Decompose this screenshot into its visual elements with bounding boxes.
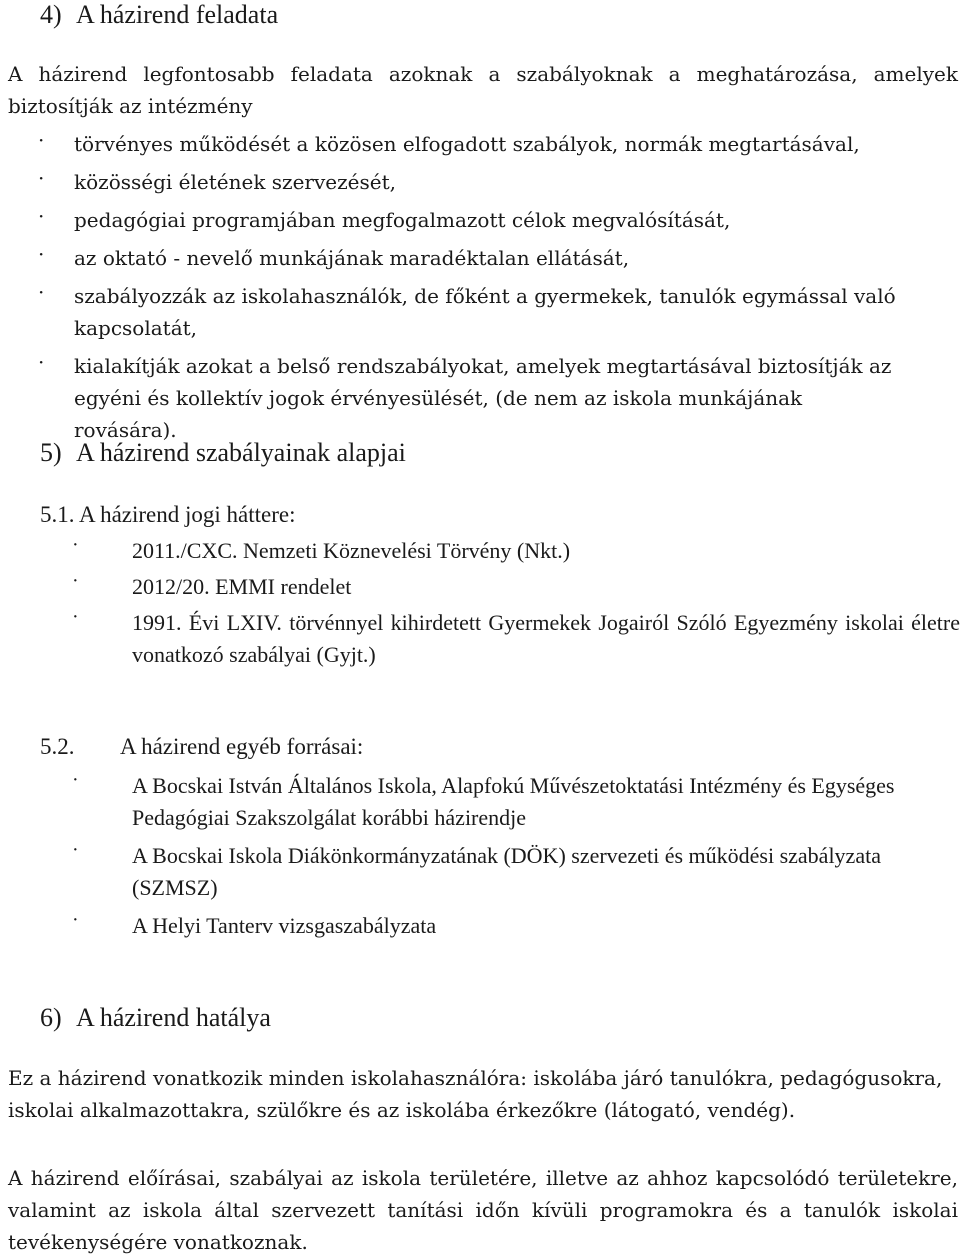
list-item-text: kialakítják azokat a belső rendszabályokat, amelyek megtartásával biztosítják az egyéni és kollektív jogok érvényesülését, (de nem az iskola munkájának rovására). xyxy=(74,354,892,442)
bullet-icon: · xyxy=(72,534,79,556)
bullet-icon: · xyxy=(38,350,45,374)
list-item-text: 1991. Évi LXIV. törvénnyel kihirdetett Gyermekek Jogairól Szóló Egyezmény iskolai életre vonatkozó szabályai (Gyjt.) xyxy=(132,610,960,667)
list-item xyxy=(8,350,908,446)
subsection-5-1-heading: 5.1. A házirend jogi háttere: xyxy=(40,502,296,527)
bullet-icon: · xyxy=(72,909,79,931)
bullet-icon: · xyxy=(38,280,45,304)
subsection-5-1-list xyxy=(40,535,960,675)
bullet-icon: · xyxy=(38,242,45,266)
section-6-paragraph-1: Ez a házirend vonatkozik minden iskolahasználóra: iskolába járó tanulókra, pedagógusokra, iskolai alkalmazottakra, szülőkre és az iskolába érkezőkre (látogató, vendég). xyxy=(8,1066,943,1122)
list-item xyxy=(40,910,960,942)
section-5-heading xyxy=(40,438,406,468)
section-4-number: 4) xyxy=(40,0,62,29)
list-item-text: A Bocskai Iskola Diákönkormányzatának (DÖK) szervezeti és működési szabályzata (SZMSZ) xyxy=(132,843,881,900)
subsection-5-2-heading xyxy=(40,732,363,762)
list-item-text: az oktató - nevelő munkájának maradéktalan ellátását, xyxy=(74,246,630,270)
subsection-5-2-title: A házirend egyéb forrásai: xyxy=(120,734,364,759)
list-item-text: A Bocskai István Általános Iskola, Alapfokú Művészetoktatási Intézmény és Egységes Pedagógiai Szakszolgálat korábbi házirendje xyxy=(132,773,895,830)
bullet-icon: · xyxy=(72,606,79,628)
list-item xyxy=(8,242,908,274)
list-item-text: közösségi életének szervezését, xyxy=(74,170,396,194)
list-item-text: A Helyi Tanterv vizsgaszabályzata xyxy=(132,913,437,938)
bullet-icon: · xyxy=(72,839,79,861)
section-4-list xyxy=(8,128,908,452)
list-item xyxy=(8,128,908,160)
section-5-title: A házirend szabályainak alapjai xyxy=(76,438,406,467)
section-5-number: 5) xyxy=(40,438,62,467)
list-item-text: 2011./CXC. Nemzeti Köznevelési Törvény (Nkt.) xyxy=(132,538,571,563)
list-item xyxy=(8,204,908,236)
bullet-icon: · xyxy=(38,166,45,190)
bullet-icon: · xyxy=(72,570,79,592)
list-item xyxy=(40,535,960,567)
subsection-5-2-list xyxy=(40,770,960,948)
section-6-paragraph-2: A házirend előírásai, szabályai az iskola területére, illetve az ahhoz kapcsolódó területekre, valamint az iskola által szervezett tanítási időn kívüli programokra és a tanulók iskolai tevékenységére vonatkoznak. xyxy=(8,1166,958,1254)
section-6-title: A házirend hatálya xyxy=(76,1003,271,1032)
list-item xyxy=(40,770,960,834)
section-6-heading xyxy=(40,1003,271,1033)
section-6-number: 6) xyxy=(40,1003,62,1032)
list-item-text: szabályozzák az iskolahasználók, de főként a gyermekek, tanulók egymással való kapcsolatát, xyxy=(74,284,896,340)
list-item xyxy=(40,840,960,904)
list-item-text: törvényes működését a közösen elfogadott szabályok, normák megtartásával, xyxy=(74,132,860,156)
list-item xyxy=(40,607,960,671)
list-item-text: pedagógiai programjában megfogalmazott célok megvalósítását, xyxy=(74,208,731,232)
bullet-icon: · xyxy=(38,204,45,228)
list-item xyxy=(8,166,908,198)
section-4-intro: A házirend legfontosabb feladata azoknak a szabályoknak a meghatározása, amelyek biztosítják az intézmény xyxy=(8,62,958,118)
list-item xyxy=(8,280,908,344)
list-item xyxy=(40,571,960,603)
list-item-text: 2012/20. EMMI rendelet xyxy=(132,574,352,599)
subsection-5-2-number: 5.2. xyxy=(40,734,75,759)
bullet-icon: · xyxy=(38,128,45,152)
bullet-icon: · xyxy=(72,769,79,791)
section-4-heading xyxy=(40,0,278,30)
section-4-title: A házirend feladata xyxy=(76,0,279,29)
